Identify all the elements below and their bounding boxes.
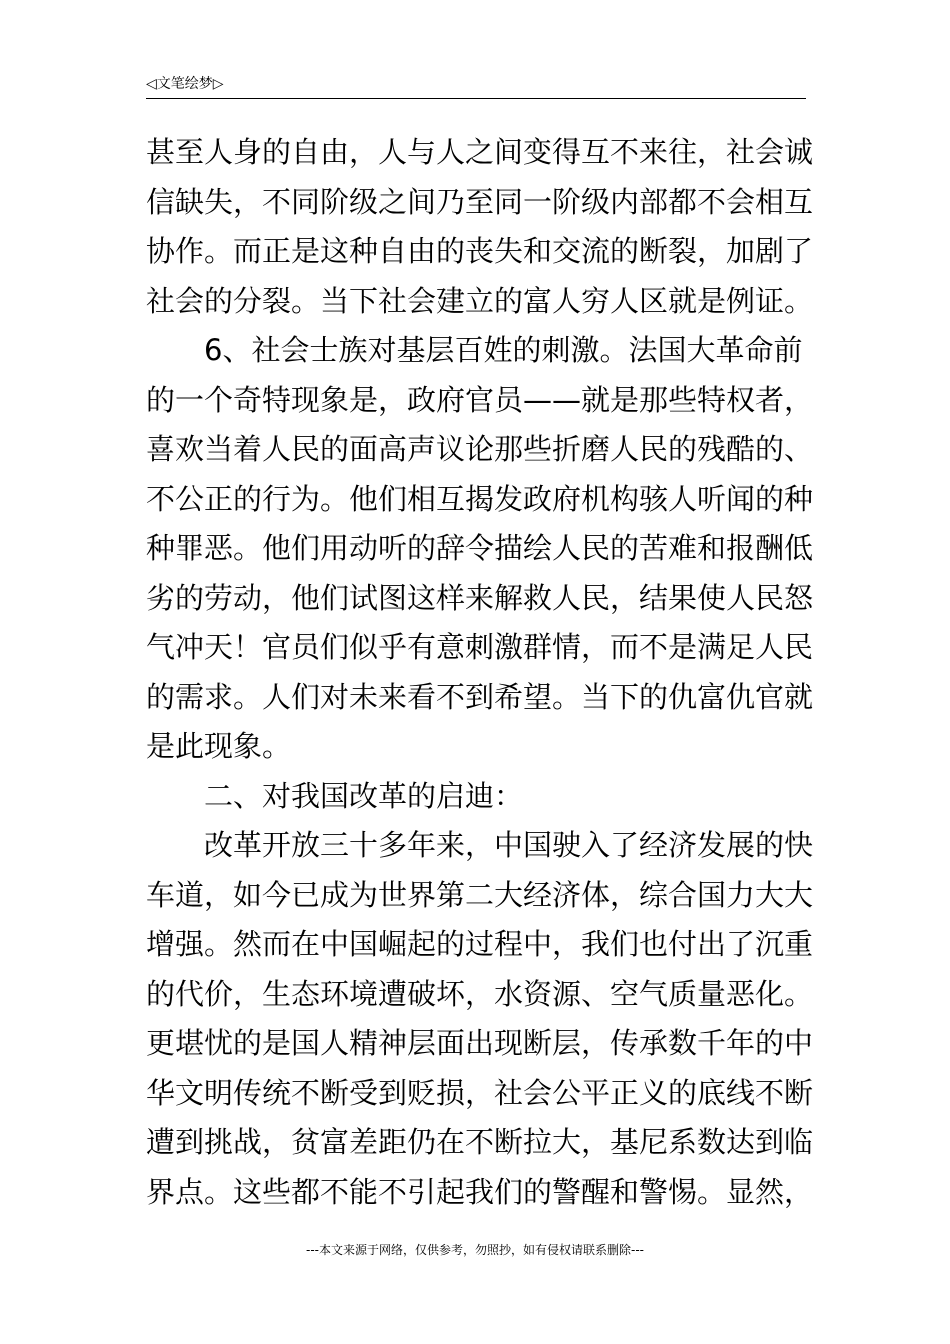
header-title: ◁文笔绘梦▷ <box>146 76 224 92</box>
section-heading: 二、对我国改革的启迪： <box>204 778 524 813</box>
text-line: 增强。然而在中国崛起的过程中，我们也付出了沉重 <box>146 927 814 961</box>
text-line: 的一个奇特现象是，政府官员——就是那些特权者， <box>146 382 814 417</box>
text-line: 遭到挑战，贫富差距仍在不断拉大，基尼系数达到临 <box>146 1125 814 1159</box>
text-line: 劣的劳动，他们试图这样来解救人民，结果使人民怒 <box>146 580 814 615</box>
text-line: 协作。而正是这种自由的丧失和交流的断裂，加剧了 <box>146 234 814 268</box>
paragraph-start-line: 改革开放三十多年来，中国驶入了经济发展的快 <box>204 828 814 862</box>
text-line: 种罪恶。他们用动听的辞令描绘人民的苦难和报酬低 <box>146 531 814 565</box>
text-line: 喜欢当着人民的面高声议论那些折磨人民的残酷的、 <box>146 432 814 466</box>
text-line: 不公正的行为。他们相互揭发政府机构骇人听闻的种 <box>146 481 814 516</box>
text-line: 华文明传统不断受到贬损，社会公平正义的底线不断 <box>146 1075 814 1110</box>
text-line: 社会的分裂。当下社会建立的富人穷人区就是例证。 <box>146 283 814 318</box>
document-body <box>146 128 814 1217</box>
text-line: 车道，如今已成为世界第二大经济体，综合国力大大 <box>146 877 814 912</box>
page-header <box>146 72 806 99</box>
page-footer: ---本文来源于网络，仅供参考，勿照抄，如有侵权请联系删除--- <box>306 1243 644 1257</box>
text-line: 界点。这些都不能不引起我们的警醒和警惕。显然， <box>146 1174 814 1209</box>
text-line: 更堪忧的是国人精神层面出现断层，传承数千年的中 <box>146 1026 814 1060</box>
text-line: 气冲天！官员们似乎有意刺激群情，而不是满足人民 <box>146 630 814 664</box>
text-line: 是此现象。 <box>146 729 292 763</box>
text-line: 甚至人身的自由，人与人之间变得互不来往，社会诚 <box>146 135 814 169</box>
paragraph-start-line: 6、社会士族对基层百姓的刺激。法国大革命前 <box>204 333 803 367</box>
text-line: 的需求。人们对未来看不到希望。当下的仇富仇官就 <box>146 679 814 714</box>
text-line: 的代价，生态环境遭破坏，水资源、空气质量恶化。 <box>146 976 814 1011</box>
text-line: 信缺失，不同阶级之间乃至同一阶级内部都不会相互 <box>146 184 814 219</box>
